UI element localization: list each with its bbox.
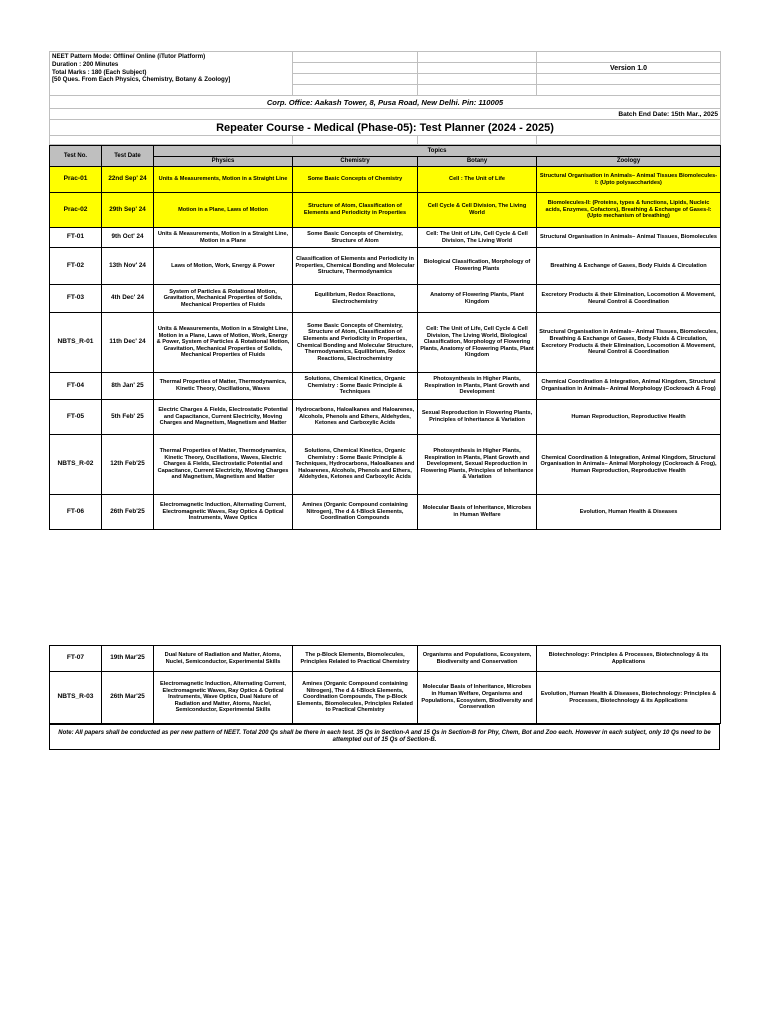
- table-row: [50, 373, 721, 400]
- zoology-topics-cell: Breathing & Exchange of Gases, Body Fluids & Circulation: [537, 248, 721, 285]
- test-date-cell: 8th Jan' 25: [102, 373, 154, 400]
- test-no-cell: FT-01: [50, 228, 102, 248]
- chemistry-topics-cell: Solutions, Chemical Kinetics, Organic Chemistry : Some Basic Principle & Techniques: [293, 373, 418, 400]
- version-label: Version 1.0: [537, 63, 721, 74]
- chemistry-topics-cell: The p-Block Elements, Biomolecules, Principles Related to Practical Chemistry: [293, 646, 418, 672]
- batch-end-date: Batch End Date: 15th Mar., 2025: [50, 109, 721, 120]
- test-date-cell: 19th Mar'25: [102, 646, 154, 672]
- botany-topics-cell: Anatomy of Flowering Plants, Plant Kingdom: [418, 285, 537, 313]
- zoology-topics-cell: Chemical Coordination & Integration, Animal Kingdom, Structural Organisation in Animals– Animal Morphology (Cockroach & Frog), Human Reproduction, Reproductive Health: [537, 435, 721, 495]
- table-row: [50, 167, 721, 193]
- physics-topics-cell: Electromagnetic Induction, Alternating Current, Electromagnetic Waves, Ray Optics & Optical Instruments, Wave Optics, Dual Nature of Radiation and Matter, Atoms, Nuclei, Semiconductor, Experimental Skills: [154, 672, 293, 724]
- col-topics: Topics: [154, 146, 721, 157]
- botany-topics-cell: Cell : The Unit of Life: [418, 167, 537, 193]
- physics-topics-cell: System of Particles & Rotational Motion, Gravitation, Mechanical Properties of Solids, Mechanical Properties of Fluids: [154, 285, 293, 313]
- botany-topics-cell: Molecular Basis of Inheritance, Microbes in Human Welfare: [418, 495, 537, 530]
- test-no-cell: FT-07: [50, 646, 102, 672]
- physics-topics-cell: Dual Nature of Radiation and Matter, Atoms, Nuclei, Semiconductor, Experimental Skills: [154, 646, 293, 672]
- zoology-topics-cell: Excretory Products & their Elimination, Locomotion & Movement, Neural Control & Coordination: [537, 285, 721, 313]
- chemistry-topics-cell: Classification of Elements and Periodicity in Properties, Chemical Bonding and Molecular Structure, Thermodynamics: [293, 248, 418, 285]
- table-row: [50, 646, 721, 672]
- table-row: [50, 228, 721, 248]
- col-physics: Physics: [154, 157, 293, 167]
- header-block: [49, 51, 720, 145]
- physics-topics-cell: Motion in a Plane, Laws of Motion: [154, 193, 293, 228]
- test-planner-table-continued: [49, 645, 720, 750]
- botany-topics-cell: Sexual Reproduction in Flowering Plants, Principles of Inheritance & Variation: [418, 400, 537, 435]
- zoology-topics-cell: Chemical Coordination & Integration, Animal Kingdom, Structural Organisation in Animals– Animal Morphology (Cockroach & Frog): [537, 373, 721, 400]
- physics-topics-cell: Units & Measurements, Motion in a Straight Line, Motion in a Plane: [154, 228, 293, 248]
- botany-topics-cell: Organisms and Populations, Ecosystem, Biodiversity and Conservation: [418, 646, 537, 672]
- header-table: [49, 51, 721, 145]
- chemistry-topics-cell: Some Basic Concepts of Chemistry, Structure of Atom: [293, 228, 418, 248]
- test-no-cell: FT-03: [50, 285, 102, 313]
- chemistry-topics-cell: Some Basic Concepts of Chemistry: [293, 167, 418, 193]
- col-test-no: Test No.: [50, 146, 102, 167]
- test-date-cell: 22nd Sep' 24: [102, 167, 154, 193]
- zoology-topics-cell: Evolution, Human Health & Diseases: [537, 495, 721, 530]
- test-no-cell: NBTS_R-01: [50, 313, 102, 373]
- botany-topics-cell: Photosynthesis in Higher Plants, Respiration in Plants, Plant Growth and Development: [418, 373, 537, 400]
- table-row: [50, 400, 721, 435]
- col-botany: Botany: [418, 157, 537, 167]
- physics-topics-cell: Electromagnetic Induction, Alternating Current, Electromagnetic Waves, Ray Optics & Optical Instruments, Wave Optics: [154, 495, 293, 530]
- chemistry-topics-cell: Amines (Organic Compound containing Nitrogen), The d & f-Block Elements, Coordination Compounds, The p-Block Elements, Biomolecules, Principles Related to Practical Chemistry: [293, 672, 418, 724]
- physics-topics-cell: Electric Charges & Fields, Electrostatic Potential and Capacitance, Current Electricity, Moving Charges and Magnetism, Magnetism and Matter: [154, 400, 293, 435]
- physics-topics-cell: Units & Measurements, Motion in a Straight Line: [154, 167, 293, 193]
- chemistry-topics-cell: Structure of Atom, Classification of Elements and Periodicity in Properties: [293, 193, 418, 228]
- test-no-cell: FT-06: [50, 495, 102, 530]
- table-row: [50, 248, 721, 285]
- botany-topics-cell: Molecular Basis of Inheritance, Microbes in Human Welfare, Organisms and Populations, Ecosystem, Biodiversity and Conservation: [418, 672, 537, 724]
- test-date-cell: 26th Feb'25: [102, 495, 154, 530]
- botany-topics-cell: Photosynthesis in Higher Plants, Respiration in Plants, Plant Growth and Development, Sexual Reproduction in Flowering Plants, Principles of Inheritance & Variation: [418, 435, 537, 495]
- test-date-cell: 12th Feb'25: [102, 435, 154, 495]
- test-no-cell: NBTS_R-02: [50, 435, 102, 495]
- physics-topics-cell: Units & Measurements, Motion in a Straight Line, Motion in a Plane, Laws of Motion, Work, Energy & Power, System of Particles & Rotational Motion, Gravitation, Mechanical Properties of Solids, Mechanical Properties of Fluids: [154, 313, 293, 373]
- chemistry-topics-cell: Equilibrium, Redox Reactions, Electrochemistry: [293, 285, 418, 313]
- total-marks-line: Total Marks : 180 (Each Subject): [52, 68, 147, 76]
- physics-topics-cell: Laws of Motion, Work, Energy & Power: [154, 248, 293, 285]
- botany-topics-cell: Biological Classification, Morphology of Flowering Plants: [418, 248, 537, 285]
- exam-pattern-note: Note: All papers shall be conducted as per new pattern of NEET. Total 200 Qs shall be there in each test. 35 Qs in Section-A and 15 Qs in Section-B for Phy, Chem, Bot and Zoo each. However in each subject, only 10 Qs need to be attempted out of 15 Qs of Section-B.: [50, 725, 720, 750]
- zoology-topics-cell: Structural Organisation in Animals– Animal Tissues Biomolecules-I: (Upto polysaccharides): [537, 167, 721, 193]
- col-zoology: Zoology: [537, 157, 721, 167]
- zoology-topics-cell: Structural Organisation in Animals– Animal Tissues, Biomolecules, Breathing & Exchange of Gases, Body Fluids & Circulation, Excretory Products & their Elimination, Locomotion & Movement, Neural Control & Coordination: [537, 313, 721, 373]
- test-date-cell: 26th Mar'25: [102, 672, 154, 724]
- test-date-cell: 13th Nov' 24: [102, 248, 154, 285]
- physics-topics-cell: Thermal Properties of Matter, Thermodynamics, Kinetic Theory, Oscillations, Waves: [154, 373, 293, 400]
- col-test-date: Test Date: [102, 146, 154, 167]
- zoology-topics-cell: Evolution, Human Health & Diseases, Biotechnology: Principles & Processes, Biotechnology & its Applications: [537, 672, 721, 724]
- table-row: [50, 313, 721, 373]
- test-no-cell: NBTS_R-03: [50, 672, 102, 724]
- test-planner-table: [49, 145, 720, 530]
- botany-topics-cell: Cell Cycle & Cell Division, The Living World: [418, 193, 537, 228]
- note-block: [49, 724, 720, 750]
- chemistry-topics-cell: Some Basic Concepts of Chemistry, Structure of Atom, Classification of Elements and Periodicity in Properties, Chemical Bonding and Molecular Structure, Thermodynamics, Equilibrium, Redox Reactions, Electrochemistry: [293, 313, 418, 373]
- table-row: [50, 672, 721, 724]
- duration-line: Duration : 200 Minutes: [52, 60, 119, 68]
- test-date-cell: 5th Feb' 25: [102, 400, 154, 435]
- pattern-mode-line: NEET Pattern Mode: Offline/ Online (iTutor Platform): [52, 53, 206, 60]
- zoology-topics-cell: Biotechnology: Principles & Processes, Biotechnology & its Applications: [537, 646, 721, 672]
- chemistry-topics-cell: Amines (Organic Compound containing Nitrogen), The d & f-Block Elements, Coordination Compounds: [293, 495, 418, 530]
- zoology-topics-cell: Structural Organisation in Animals– Animal Tissues, Biomolecules: [537, 228, 721, 248]
- test-date-cell: 4th Dec' 24: [102, 285, 154, 313]
- page-title: Repeater Course - Medical (Phase-05): Test Planner (2024 - 2025): [50, 120, 721, 136]
- table-row: [50, 495, 721, 530]
- table-row: [50, 285, 721, 313]
- botany-topics-cell: Cell: The Unit of Life, Cell Cycle & Cell Division, The Living World, Biological Classification, Morphology of Flowering Plants, Anatomy of Flowering Plants, Plant Kingdom: [418, 313, 537, 373]
- table-row: [50, 435, 721, 495]
- test-date-cell: 11th Dec' 24: [102, 313, 154, 373]
- test-no-cell: FT-04: [50, 373, 102, 400]
- test-no-cell: Prac-02: [50, 193, 102, 228]
- chemistry-topics-cell: Solutions, Chemical Kinetics, Organic Chemistry : Some Basic Principle & Techniques, Hydrocarbons, Haloalkanes and Haloarenes, Alcohols, Phenols and Ethers, Aldehydes, Ketones and Carboxylic Acids: [293, 435, 418, 495]
- test-date-cell: 9th Oct' 24: [102, 228, 154, 248]
- question-distribution-line: [50 Ques. From Each Physics, Chemistry, Botany & Zoology]: [52, 76, 231, 84]
- corp-office-address: Corp. Office: Aakash Tower, 8, Pusa Road, New Delhi. Pin: 110005: [50, 96, 721, 109]
- table-row: [50, 193, 721, 228]
- botany-topics-cell: Cell: The Unit of Life, Cell Cycle & Cell Division, The Living World: [418, 228, 537, 248]
- zoology-topics-cell: Biomolecules-II: (Proteins, types & functions, Lipids, Nucleic acids, Enzymes, Cofactors), Breathing & Exchange of Gases-I: (Upto mechanism of breathing): [537, 193, 721, 228]
- zoology-topics-cell: Human Reproduction, Reproductive Health: [537, 400, 721, 435]
- test-no-cell: FT-02: [50, 248, 102, 285]
- physics-topics-cell: Thermal Properties of Matter, Thermodynamics, Kinetic Theory, Oscillations, Waves, Electric Charges & Fields, Electrostatic Potential and Capacitance, Current Electricity, Moving Charges and Magnetism, Magnetism and Matter: [154, 435, 293, 495]
- exam-pattern-info: [50, 52, 293, 96]
- chemistry-topics-cell: Hydrocarbons, Haloalkanes and Haloarenes, Alcohols, Phenols and Ethers, Aldehydes, Ketones and Carboxylic Acids: [293, 400, 418, 435]
- test-no-cell: FT-05: [50, 400, 102, 435]
- test-no-cell: Prac-01: [50, 167, 102, 193]
- test-date-cell: 29th Sep' 24: [102, 193, 154, 228]
- col-chemistry: Chemistry: [293, 157, 418, 167]
